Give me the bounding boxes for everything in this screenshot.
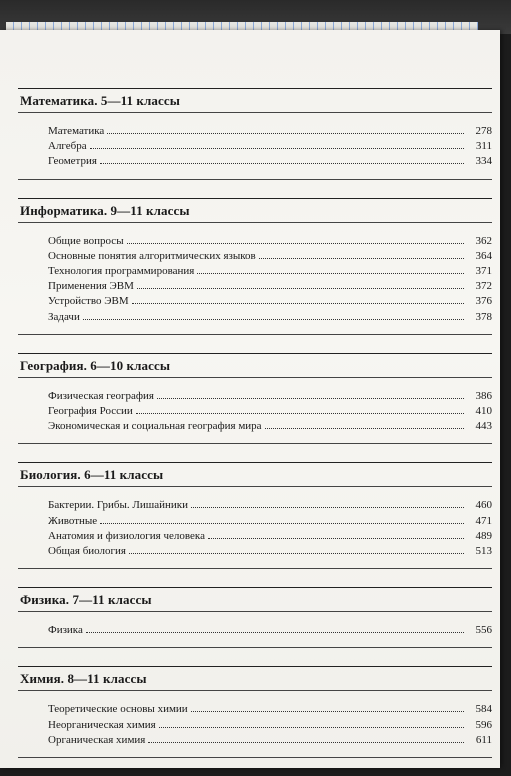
dot-leader: [136, 413, 464, 414]
toc-section: [18, 462, 492, 569]
dot-leader: [208, 538, 464, 539]
toc-entry: [48, 733, 492, 748]
entry-page-number: 471: [475, 514, 492, 527]
entry-page-number: 376: [475, 295, 492, 308]
toc-entry: [48, 310, 492, 325]
section-title: Химия. 8—11 классы: [18, 666, 492, 691]
entry-label: Алгебра: [48, 140, 87, 153]
entry-page-number: 596: [475, 718, 492, 731]
table-of-contents: [18, 88, 492, 776]
entry-page-number: 443: [475, 420, 492, 433]
toc-entry: [48, 404, 492, 419]
entry-label: Органическая химия: [48, 733, 146, 746]
toc-entry: [48, 154, 492, 169]
toc-section: [18, 353, 492, 445]
entry-page-number: 611: [475, 733, 492, 746]
section-divider: [18, 334, 492, 335]
toc-entry: [48, 264, 492, 279]
section-title: Информатика. 9—11 классы: [18, 198, 492, 223]
section-divider: [18, 179, 492, 180]
toc-entry: [48, 623, 492, 638]
section-divider: [18, 568, 492, 569]
toc-entry: [48, 279, 492, 294]
entry-page-number: 410: [475, 405, 492, 418]
entry-page-number: 460: [475, 499, 492, 512]
dot-leader: [100, 523, 464, 524]
dot-leader: [148, 742, 464, 743]
toc-entry: [48, 294, 492, 309]
toc-entry: [48, 234, 492, 249]
dot-leader: [157, 398, 464, 399]
toc-entry: [48, 124, 492, 139]
entry-page-number: 386: [475, 389, 492, 402]
toc-entry: [48, 529, 492, 544]
entry-label: Бактерии. Грибы. Лишайники: [48, 499, 188, 512]
toc-section: [18, 198, 492, 335]
dot-leader: [107, 133, 464, 134]
dot-leader: [259, 258, 464, 259]
book-page: [0, 30, 500, 768]
dot-leader: [191, 711, 464, 712]
entry-label: Физика: [48, 624, 83, 637]
section-title: География. 6—10 классы: [18, 353, 492, 378]
entry-label: Задачи: [48, 310, 80, 323]
section-divider: [18, 647, 492, 648]
dot-leader: [129, 553, 464, 554]
entry-page-number: 556: [475, 624, 492, 637]
section-title: Физика. 7—11 классы: [18, 587, 492, 612]
entry-page-number: 311: [475, 140, 492, 153]
section-divider: [18, 757, 492, 758]
dot-leader: [137, 288, 464, 289]
dot-leader: [159, 727, 464, 728]
dot-leader: [191, 507, 464, 508]
entry-page-number: 371: [475, 265, 492, 278]
toc-entry: [48, 718, 492, 733]
dot-leader: [265, 428, 464, 429]
toc-entry: [48, 702, 492, 717]
section-title: Математика. 5—11 классы: [18, 88, 492, 113]
toc-entry: [48, 249, 492, 264]
toc-entry: [48, 544, 492, 559]
entry-label: Неорганическая химия: [48, 718, 156, 731]
entry-list: [18, 487, 492, 559]
section-title: Биология. 6—11 классы: [18, 462, 492, 487]
toc-entry: [48, 498, 492, 513]
entry-label: Устройство ЭВМ: [48, 295, 129, 308]
dot-leader: [83, 319, 464, 320]
section-divider: [18, 443, 492, 444]
entry-page-number: 364: [475, 249, 492, 262]
toc-section: [18, 666, 492, 758]
dot-leader: [132, 303, 464, 304]
dot-leader: [86, 632, 464, 633]
entry-label: Общая биология: [48, 545, 126, 558]
toc-entry: [48, 139, 492, 154]
entry-list: [18, 612, 492, 638]
entry-label: Теоретические основы химии: [48, 703, 188, 716]
entry-page-number: 513: [475, 545, 492, 558]
toc-section: [18, 587, 492, 648]
entry-label: Основные понятия алгоритмических языков: [48, 249, 256, 262]
entry-page-number: 362: [475, 234, 492, 247]
entry-page-number: 489: [475, 529, 492, 542]
toc-section: [18, 88, 492, 180]
entry-list: [18, 113, 492, 170]
entry-page-number: 334: [475, 155, 492, 168]
entry-label: Математика: [48, 125, 105, 137]
toc-entry: [48, 389, 492, 404]
toc-entry: [48, 514, 492, 529]
entry-page-number: 584: [475, 703, 492, 716]
entry-label: Экономическая и социальная география мира: [48, 420, 262, 433]
entry-page-number: 278: [475, 125, 492, 137]
entry-label: Анатомия и физиология человека: [48, 529, 205, 542]
toc-entry: [48, 419, 492, 434]
dot-leader: [100, 163, 464, 164]
entry-label: Геометрия: [48, 155, 97, 168]
entry-page-number: 378: [475, 310, 492, 323]
dot-leader: [90, 148, 464, 149]
entry-label: Физическая география: [48, 389, 154, 402]
dot-leader: [127, 243, 464, 244]
dot-leader: [197, 273, 464, 274]
entry-list: [18, 378, 492, 435]
entry-label: Применения ЭВМ: [48, 280, 134, 293]
entry-list: [18, 223, 492, 325]
entry-label: Общие вопросы: [48, 234, 124, 247]
entry-list: [18, 691, 492, 748]
entry-page-number: 372: [475, 280, 492, 293]
entry-label: Животные: [48, 514, 98, 527]
entry-label: Технология программирования: [48, 265, 195, 278]
entry-label: География России: [48, 405, 133, 418]
